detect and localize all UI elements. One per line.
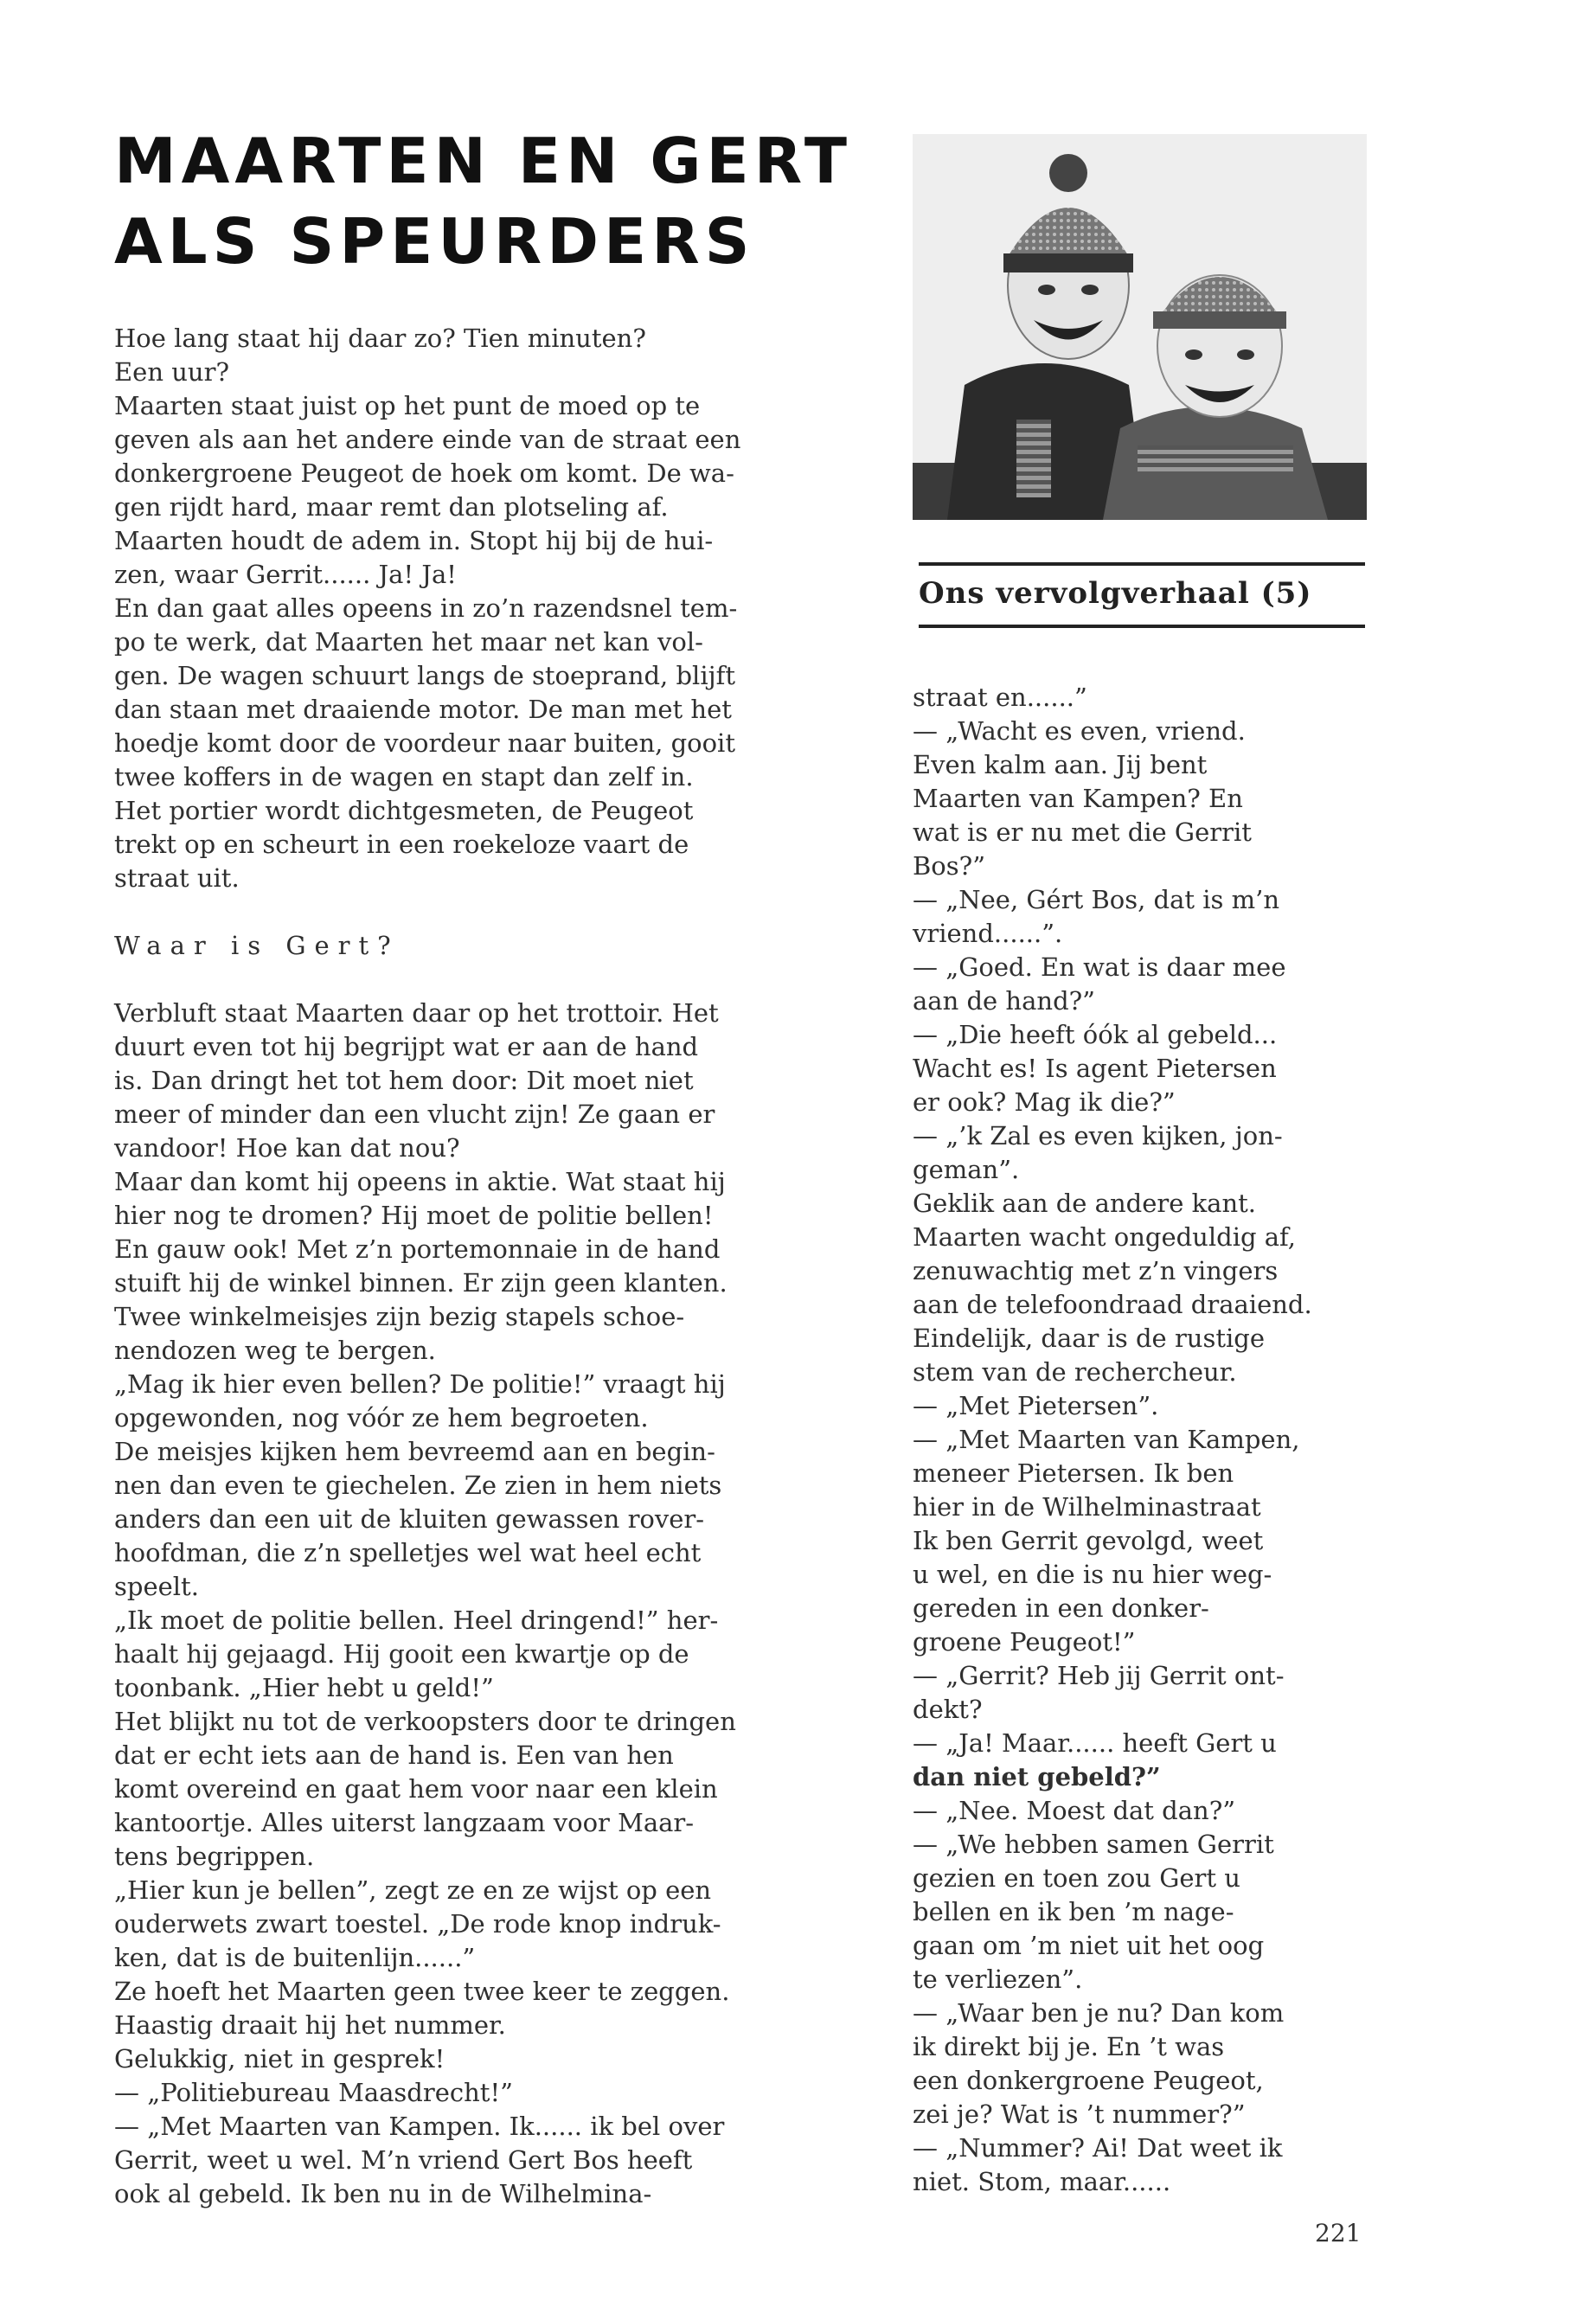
left-column-line: is. Dan dringt het tot hem door: Dit moet niet: [114, 1066, 694, 1095]
left-column-line: En gauw ook! Met z’n portemonnaie in de hand: [114, 1234, 721, 1264]
right-column-line: — „Met Pietersen”.: [913, 1391, 1159, 1420]
photo-illustration: [913, 134, 1367, 520]
left-column-line: dan staan met draaiende motor. De man met het: [114, 695, 732, 724]
right-column-line: — „Nee. Moest dat dan?”: [913, 1796, 1236, 1825]
left-column-line: „Mag ik hier even bellen? De politie!” vraagt hij: [114, 1369, 726, 1399]
left-column-line: meer of minder dan een vlucht zijn! Ze gaan er: [114, 1099, 715, 1129]
right-column-line: Even kalm aan. Jij bent: [913, 750, 1208, 779]
left-column-line: En dan gaat alles opeens in zo’n razendsnel tem-: [114, 593, 738, 623]
right-column-line: te verliezen”.: [913, 1965, 1083, 1994]
right-column-line: bellen en ik ben ’m nage-: [913, 1897, 1234, 1926]
left-column-line: Verbluft staat Maarten daar op het trottoir. Het: [114, 998, 719, 1028]
left-column-line: Twee winkelmeisjes zijn bezig stapels schoe-: [114, 1302, 685, 1331]
right-column-line: Ik ben Gerrit gevolgd, weet: [913, 1526, 1264, 1555]
left-column-line: speelt.: [114, 1572, 199, 1601]
left-column-line: twee koffers in de wagen en stapt dan zelf in.: [114, 762, 694, 792]
left-column-line: toonbank. „Hier hebt u geld!”: [114, 1673, 494, 1702]
right-column: [913, 681, 1367, 2199]
series-heading: Ons vervolgverhaal (5): [919, 576, 1312, 611]
right-column-line: hier in de Wilhelminastraat: [913, 1492, 1261, 1522]
right-column-line: Maarten van Kampen? En: [913, 784, 1243, 813]
right-column-line: gaan om ’m niet uit het oog: [913, 1931, 1265, 1960]
left-column-line: — „Met Maarten van Kampen. Ik...... ik bel over: [114, 2112, 725, 2141]
right-column-line: — „Wacht es even, vriend.: [913, 716, 1246, 746]
right-column-line: Wacht es! Is agent Pietersen: [913, 1054, 1277, 1083]
right-column-line: zei je? Wat is ’t nummer?”: [913, 2099, 1246, 2129]
right-column-line: dekt?: [913, 1695, 983, 1724]
left-column-line: gen rijdt hard, maar remt dan plotseling af.: [114, 492, 669, 522]
right-column-line: — „Goed. En wat is daar mee: [913, 952, 1286, 982]
left-column-line: Het blijkt nu tot de verkoopsters door te dringen: [114, 1707, 736, 1736]
left-column-line: nen dan even te giechelen. Ze zien in hem niets: [114, 1471, 722, 1500]
left-column: [114, 322, 832, 2211]
right-column-line: groene Peugeot!”: [913, 1627, 1136, 1657]
right-column-line: er ook? Mag ik die?”: [913, 1087, 1176, 1117]
left-column-line: Maarten houdt de adem in. Stopt hij bij de hui-: [114, 526, 714, 555]
left-column-line: dat er echt iets aan de hand is. Een van hen: [114, 1740, 674, 1770]
left-column-line: hier nog te dromen? Hij moet de politie bellen!: [114, 1201, 714, 1230]
left-column-line: kantoortje. Alles uiterst langzaam voor Maar-: [114, 1808, 695, 1837]
left-column-line: Ze hoeft het Maarten geen twee keer te zeggen.: [114, 1977, 730, 2006]
left-column-line: duurt even tot hij begrijpt wat er aan de hand: [114, 1032, 699, 1061]
right-column-line: Bos?”: [913, 851, 986, 881]
right-column-line: u wel, en die is nu hier weg-: [913, 1560, 1272, 1589]
right-column-line: zenuwachtig met z’n vingers: [913, 1256, 1279, 1285]
right-column-line: dan niet gebeld?”: [913, 1762, 1161, 1791]
left-column-line: Haastig draait hij het nummer.: [114, 2010, 506, 2040]
heading-rule-top: [919, 562, 1365, 566]
left-column-line: Gelukkig, niet in gesprek!: [114, 2044, 445, 2073]
right-column-line: vriend......”.: [913, 919, 1063, 948]
left-column-line: haalt hij gejaagd. Hij gooit een kwartje op de: [114, 1639, 689, 1669]
left-column-line: De meisjes kijken hem bevreemd aan en begin-: [114, 1437, 715, 1466]
left-column-line: „Ik moet de politie bellen. Heel dringend!” her-: [114, 1606, 719, 1635]
right-column-line: Maarten wacht ongeduldig af,: [913, 1222, 1296, 1252]
left-column-line: Het portier wordt dichtgesmeten, de Peugeot: [114, 796, 694, 825]
left-column-line: „Hier kun je bellen”, zegt ze en ze wijst op een: [114, 1875, 712, 1905]
left-column-line: geven als aan het andere einde van de straat een: [114, 425, 741, 454]
article-title: [114, 121, 875, 282]
left-column-line: zen, waar Gerrit...... Ja! Ja!: [114, 560, 457, 589]
right-column-line: meneer Pietersen. Ik ben: [913, 1458, 1234, 1488]
boys-photo: [913, 134, 1367, 520]
right-column-line: geman”.: [913, 1155, 1020, 1184]
left-column-line: donkergroene Peugeot de hoek om komt. De wa-: [114, 458, 734, 488]
left-column-line: Maarten staat juist op het punt de moed op te: [114, 391, 701, 420]
right-column-line: wat is er nu met die Gerrit: [913, 817, 1252, 847]
right-column-line: — „Waar ben je nu? Dan kom: [913, 1998, 1285, 2028]
right-column-line: aan de telefoondraad draaiend.: [913, 1290, 1312, 1319]
page-number: 221: [1315, 2219, 1362, 2247]
right-column-line: een donkergroene Peugeot,: [913, 2066, 1264, 2095]
left-column-line: hoedje komt door de voordeur naar buiten, gooit: [114, 728, 735, 758]
left-column-line: anders dan een uit de kluiten gewassen rover-: [114, 1504, 705, 1534]
left-column-line: opgewonden, nog vóór ze hem begroeten.: [114, 1403, 649, 1433]
right-column-line: — „Ja! Maar...... heeft Gert u: [913, 1728, 1277, 1758]
right-column-line: — „Die heeft óók al gebeld...: [913, 1020, 1278, 1049]
left-column-line: straat uit.: [114, 863, 240, 893]
right-column-line: aan de hand?”: [913, 986, 1096, 1016]
right-column-line: gereden in een donker-: [913, 1593, 1209, 1623]
right-column-line: — „We hebben samen Gerrit: [913, 1830, 1274, 1859]
right-column-line: gezien en toen zou Gert u: [913, 1863, 1240, 1893]
left-column-line: Hoe lang staat hij daar zo? Tien minuten?: [114, 324, 646, 353]
right-column-line: ik direkt bij je. En ’t was: [913, 2032, 1225, 2061]
right-column-line: — „Nee, Gért Bos, dat is m’n: [913, 885, 1280, 914]
left-column-line: Een uur?: [114, 357, 229, 387]
right-column-line: straat en......”: [913, 683, 1087, 712]
left-column-line: ken, dat is de buitenlijn......”: [114, 1943, 476, 1972]
left-column-line: Waar is Gert?: [114, 931, 400, 960]
title-line-1: MAARTEN EN GERT: [114, 125, 853, 197]
left-column-line: — „Politiebureau Maasdrecht!”: [114, 2078, 513, 2107]
left-column-line: komt overeind en gaat hem voor naar een klein: [114, 1774, 718, 1804]
right-column-line: — „Nummer? Ai! Dat weet ik: [913, 2133, 1283, 2163]
right-column-line: Geklik aan de andere kant.: [913, 1189, 1257, 1218]
right-column-line: — „Gerrit? Heb jij Gerrit ont-: [913, 1661, 1285, 1690]
title-line-2: ALS SPEURDERS: [114, 205, 755, 278]
right-column-line: — „Met Maarten van Kampen,: [913, 1425, 1300, 1454]
left-column-line: gen. De wagen schuurt langs de stoeprand, blijft: [114, 661, 735, 690]
left-column-line: po te werk, dat Maarten het maar net kan vol-: [114, 627, 703, 657]
left-column-line: stuift hij de winkel binnen. Er zijn geen klanten.: [114, 1268, 727, 1298]
right-column-line: niet. Stom, maar......: [913, 2167, 1171, 2196]
left-column-line: nendozen weg te bergen.: [114, 1336, 436, 1365]
left-column-line: trekt op en scheurt in een roekeloze vaart de: [114, 830, 689, 859]
right-column-line: stem van de rechercheur.: [913, 1357, 1237, 1387]
left-column-line: Maar dan komt hij opeens in aktie. Wat staat hij: [114, 1167, 726, 1196]
left-column-line: ouderwets zwart toestel. „De rode knop indruk-: [114, 1909, 721, 1939]
right-column-line: Eindelijk, daar is de rustige: [913, 1324, 1266, 1353]
left-column-line: ook al gebeld. Ik ben nu in de Wilhelmina-: [114, 2179, 652, 2208]
left-column-line: tens begrippen.: [114, 1842, 315, 1871]
left-column-line: Gerrit, weet u wel. M’n vriend Gert Bos heeft: [114, 2145, 693, 2175]
heading-rule-bottom: [919, 625, 1365, 628]
right-column-line: — „’k Zal es even kijken, jon-: [913, 1121, 1283, 1150]
left-column-line: vandoor! Hoe kan dat nou?: [114, 1133, 460, 1163]
left-column-line: hoofdman, die z’n spelletjes wel wat heel echt: [114, 1538, 702, 1567]
